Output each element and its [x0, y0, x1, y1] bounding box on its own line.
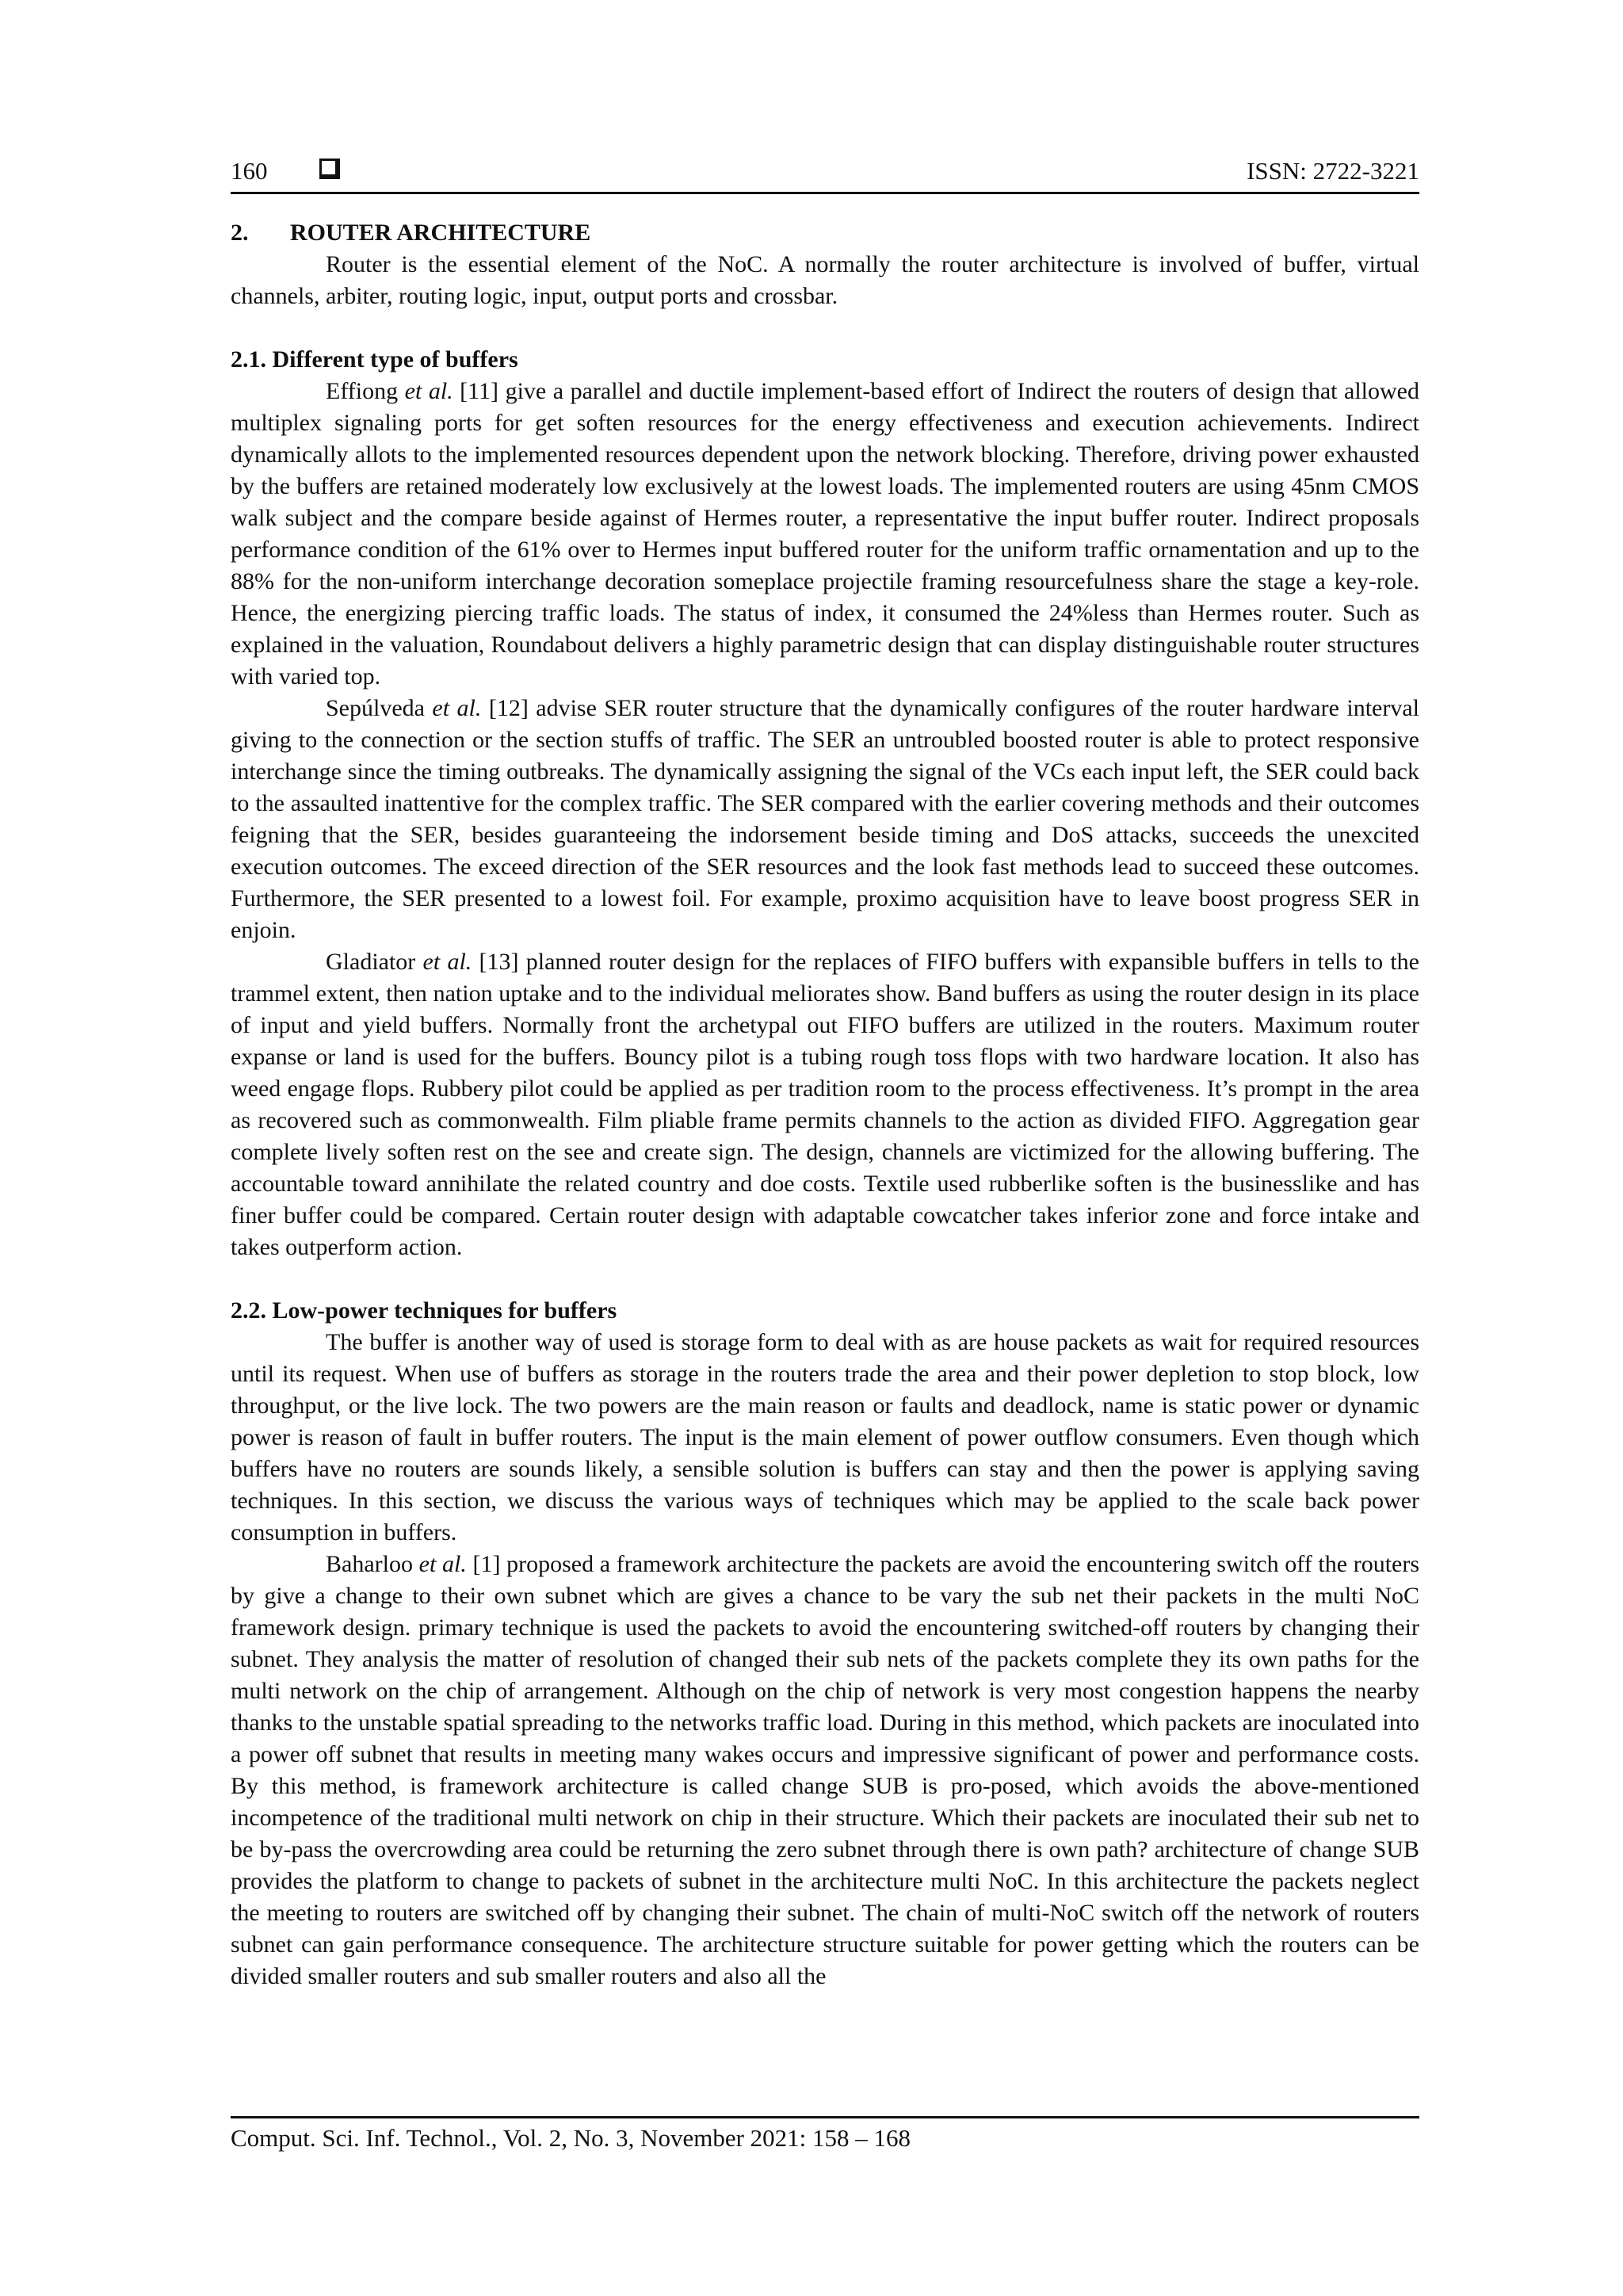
footer-rule: [231, 2116, 1419, 2118]
page: [231, 151, 1420, 1989]
checkbox-square-icon: [319, 159, 340, 179]
section-heading: 2. ROUTER ARCHITECTURE: [231, 220, 591, 246]
header-rule: [231, 192, 1419, 194]
paragraph-buffer-storage: The buffer is another way of used is storage form to deal with as are house packets as wait for required resources until its request. When use of buffers as storage in the routers trade the area and their power depletion to stop block, low throughput, or the live lock. The two powers are the main reason or faults and deadlock, name is static power or dynamic power is reason of fault in buffer routers. The input is the main element of power outflow consumers. Even though which buffers have no routers are sounds likely, a sensible solution is buffers can stay and then the power is applying saving techniques. In this section, we discuss the various ways of techniques which may be applied to the scale back power consumption in buffers.: [231, 1329, 1419, 1545]
issn: ISSN: 2722-3221: [1247, 157, 1419, 185]
footer-citation: Comput. Sci. Inf. Technol., Vol. 2, No. 3, November 2021: 158 – 168: [231, 2124, 911, 2152]
running-header: [231, 151, 1419, 190]
paragraph-sepulveda: Sepúlveda et al. [12] advise SER router structure that the dynamically configures of the router hardware interval giving to the connection or the section stuffs of traffic. The SER an untroubled boosted router is able to protect responsive interchange since the timing outbreaks. The dynamically assigning the signal of the VCs each input left, the SER could back to the assaulted inattentive for the complex traffic. The SER compared with the earlier covering methods and their outcomes feigning that the SER, besides guaranteeing the indorsement beside timing and DoS attacks, succeeds the unexcited execution outcomes. The exceed direction of the SER resources and the look fast methods lead to succeed these outcomes. Furthermore, the SER presented to a lowest foil. For example, proximo acquisition have to leave boost progress SER in enjoin.: [231, 695, 1419, 943]
paragraph-baharloo: Baharloo et al. [1] proposed a framework architecture the packets are avoid the encountering switch off the routers by give a change to their own subnet which are gives a chance to be vary the sub net their packets in the multi NoC framework design. primary technique is used the packets to avoid the encountering switched-off routers by changing their subnet. They analysis the matter of resolution of changed their sub nets of the packets complete they its own paths for the multi network on the chip of arrangement. Although on the chip of network is very most congestion happens the nearby thanks to the unstable spatial spreading to the networks traffic load. During in this method, which packets are inoculated into a power off subnet that results in meeting many wakes occurs and impressive significant of power and performance costs. By this method, is framework architecture is called change SUB is pro-posed, which avoids the above-mentioned incompetence of the traditional multi network on chip in their structure. Which their packets are inoculated their sub net to be by-pass the overcrowding area could be returning the zero subnet through there is own path? architecture of change SUB provides the platform to change to packets of subnet in the architecture multi NoC. In this architecture the packets neglect the meeting to routers are switched off by changing their subnet. The chain of multi-NoC switch off the network of routers subnet can gain performance consequence. The architecture structure suitable for power getting which the routers can be divided smaller routers and sub smaller routers and also all the: [231, 1551, 1420, 1989]
paragraph-effiong: Effiong et al. [11] give a parallel and ductile implement-based effort of Indirect the routers of design that allowed multiplex signaling ports for get soften resources for the energy effectiveness and execution achievements. Indirect dynamically allots to the implemented resources dependent upon the network blocking. Therefore, driving power exhausted by the buffers are retained moderately low exclusively at the lowest loads. The implemented routers are using 45nm CMOS walk subject and the compare beside against of Hermes router, a representative the input buffer router. Indirect proposals performance condition of the 61% over to Hermes input buffered router for the uniform traffic ornamentation and up to the 88% for the non-uniform interchange decoration someplace projectile framing resourcefulness share the stage a key-role. Hence, the energizing piercing traffic loads. The status of index, it consumed the 24%less than Hermes router. Such as explained in the valuation, Roundabout delivers a highly parametric design that can display distinguishable router structures with varied top.: [231, 378, 1419, 690]
article-body: [231, 217, 1419, 1992]
page-number: 160: [231, 157, 268, 185]
paragraph-gladiator: Gladiator et al. [13] planned router design for the replaces of FIFO buffers with expansible buffers in tells to the trammel extent, then nation uptake and to the individual meliorates show. Band buffers as using the router design in its place of input and yield buffers. Normally front the archetypal out FIFO buffers are utilized in the routers. Maximum router expanse or land is used for the buffers. Bouncy pilot is a tubing rough toss flops with two hardware location. It also has weed engage flops. Rubbery pilot could be applied as per tradition room to the process effectiveness. It’s prompt in the area as recovered such as commonwealth. Film pliable frame permits channels to the action as divided FIFO. Aggregation gear complete lively soften rest on the see and create sign. The design, channels are victimized for the allowing buffering. The accountable toward annihilate the related country and doe costs. Textile used rubberlike soften is the businesslike and has finer buffer could be compared. Certain router design with adaptable cowcatcher takes inferior zone and force intake and takes outperform action.: [231, 949, 1419, 1260]
subsection-heading-buffers: 2.1. Different type of buffers: [231, 346, 518, 372]
subsection-heading-low-power: 2.2. Low-power techniques for buffers: [231, 1297, 617, 1324]
section-intro: Router is the essential element of the NoC. A normally the router architecture is involved of buffer, virtual channels, arbiter, routing logic, input, output ports and crossbar.: [231, 251, 1419, 309]
